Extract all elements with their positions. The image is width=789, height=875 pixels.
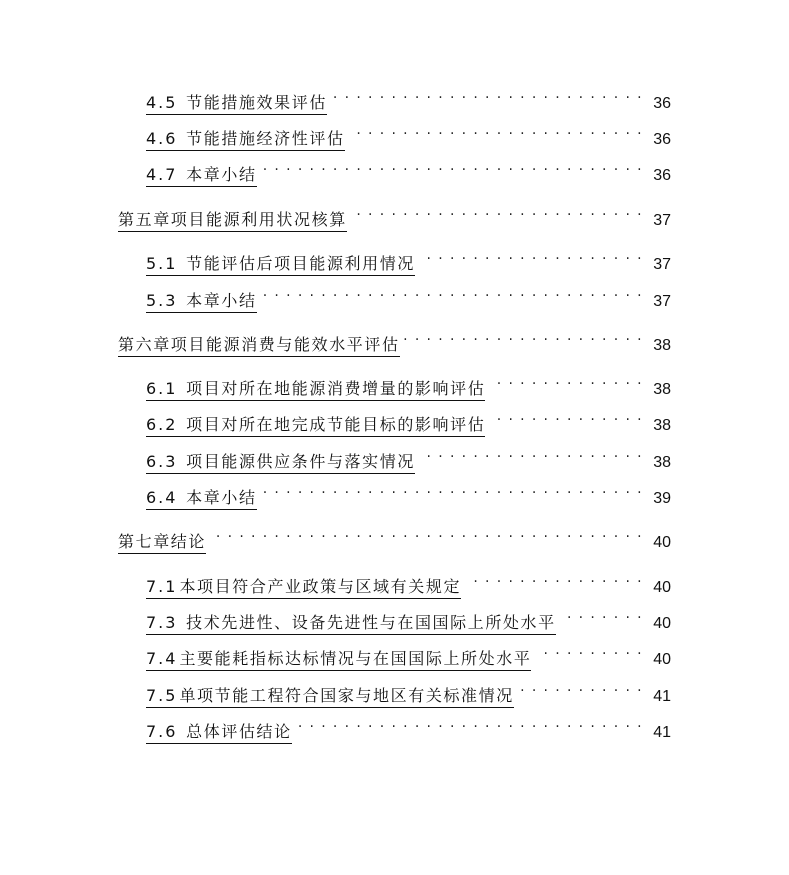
dot-leader <box>331 80 643 108</box>
toc-entry-label <box>146 451 415 474</box>
toc-entry-label <box>146 721 292 744</box>
toc-entry-number: 7.1 <box>146 577 178 596</box>
toc-entry-7-6[interactable] <box>146 709 671 741</box>
toc-entry-chapter-7[interactable] <box>118 519 671 551</box>
toc-entry-page: 41 <box>653 688 671 705</box>
toc-entry-label <box>146 685 514 708</box>
toc-entry-title: 本项目符合产业政策与区域有关规定 <box>179 577 462 596</box>
toc-entry-label <box>146 648 531 671</box>
toc-entry-label <box>146 414 485 437</box>
toc-entry-label <box>146 378 485 401</box>
dot-leader <box>419 241 643 269</box>
toc-entry-number: 4.5 <box>146 93 178 112</box>
toc-entry-7-4[interactable] <box>146 636 671 668</box>
toc-entry-number: 6.2 <box>146 415 178 434</box>
toc-entry-title: 节能评估后项目能源利用情况 <box>186 254 415 273</box>
dot-leader <box>518 673 643 701</box>
dot-leader <box>349 116 643 144</box>
dot-leader <box>261 475 643 503</box>
toc-entry-title: 本章小结 <box>186 165 257 184</box>
toc-entry-4-5[interactable] <box>146 80 671 112</box>
toc-entry-7-5[interactable] <box>146 673 671 705</box>
toc-entry-title: 技术先进性、设备先进性与在国国际上所处水平 <box>186 613 556 632</box>
dot-leader <box>261 278 643 306</box>
toc-entry-page: 38 <box>653 381 671 398</box>
toc-entry-5-3[interactable] <box>146 278 671 310</box>
toc-entry-label <box>146 164 257 187</box>
toc-entry-number: 4.6 <box>146 129 178 148</box>
toc-entry-page: 39 <box>653 490 671 507</box>
toc-entry-6-3[interactable] <box>146 439 671 471</box>
toc-entry-title: 项目对所在地完成节能目标的影响评估 <box>186 415 486 434</box>
toc-entry-title: 第七章结论 <box>118 531 206 554</box>
toc-entry-page: 36 <box>653 95 671 112</box>
toc-entry-number: 6.1 <box>146 379 178 398</box>
toc-entry-page: 40 <box>653 651 671 668</box>
dot-leader <box>404 322 643 350</box>
toc-entry-number: 6.4 <box>146 488 178 507</box>
toc-entry-title: 本章小结 <box>186 291 257 310</box>
dot-leader <box>296 709 643 737</box>
toc-entry-title: 项目能源供应条件与落实情况 <box>186 452 415 471</box>
toc-entry-label <box>146 92 327 115</box>
dot-leader <box>535 636 643 664</box>
toc-entry-label <box>146 612 556 635</box>
toc-entry-title: 第六章项目能源消费与能效水平评估 <box>118 334 400 357</box>
toc-entry-number: 4.7 <box>146 165 178 184</box>
dot-leader <box>489 366 643 394</box>
toc-entry-6-4[interactable] <box>146 475 671 507</box>
toc-entry-page: 38 <box>653 454 671 471</box>
toc-entry-page: 37 <box>653 293 671 310</box>
dot-leader <box>560 600 643 628</box>
toc-entry-number: 7.5 <box>146 686 178 705</box>
toc-entry-number: 6.3 <box>146 452 178 471</box>
toc-entry-page: 37 <box>653 212 671 229</box>
toc-entry-page: 40 <box>653 534 671 551</box>
toc-entry-7-1[interactable] <box>146 564 671 596</box>
toc-entry-page: 40 <box>653 615 671 632</box>
toc-entry-title: 本章小结 <box>186 488 257 507</box>
toc-entry-number: 5.3 <box>146 291 178 310</box>
toc-entry-page: 36 <box>653 167 671 184</box>
toc-entry-number: 7.6 <box>146 722 178 741</box>
toc-entry-page: 38 <box>653 417 671 434</box>
toc-entry-label <box>146 487 257 510</box>
toc-entry-page: 36 <box>653 131 671 148</box>
toc-entry-title: 项目对所在地能源消费增量的影响评估 <box>186 379 486 398</box>
toc-entry-title: 节能措施经济性评估 <box>186 129 345 148</box>
dot-leader <box>489 402 643 430</box>
dot-leader <box>210 519 643 547</box>
toc-entry-chapter-5[interactable] <box>118 197 671 229</box>
toc-entry-title: 第五章项目能源利用状况核算 <box>118 209 347 232</box>
toc-entry-title: 主要能耗指标达标情况与在国国际上所处水平 <box>179 649 532 668</box>
dot-leader <box>419 439 643 467</box>
dot-leader <box>465 564 643 592</box>
toc-entry-page: 41 <box>653 724 671 741</box>
toc-entry-4-7[interactable] <box>146 152 671 184</box>
toc-entry-title: 总体评估结论 <box>186 722 292 741</box>
toc-entry-label <box>146 576 461 599</box>
toc-entry-label <box>146 128 345 151</box>
dot-leader <box>261 152 643 180</box>
toc-entry-7-3[interactable] <box>146 600 671 632</box>
toc-entry-chapter-6[interactable] <box>118 322 671 354</box>
toc-entry-number: 7.3 <box>146 613 178 632</box>
toc-entry-page: 37 <box>653 256 671 273</box>
toc-entry-title: 单项节能工程符合国家与地区有关标准情况 <box>179 686 514 705</box>
toc-entry-number: 7.4 <box>146 649 178 668</box>
toc-entry-page: 38 <box>653 337 671 354</box>
dot-leader <box>351 197 643 225</box>
toc-entry-number: 5.1 <box>146 254 178 273</box>
toc-entry-label <box>146 253 415 276</box>
toc-entry-title: 节能措施效果评估 <box>186 93 327 112</box>
toc-entry-label <box>146 290 257 313</box>
toc-entry-page: 40 <box>653 579 671 596</box>
toc-entry-5-1[interactable] <box>146 241 671 273</box>
toc-entry-4-6[interactable] <box>146 116 671 148</box>
toc-entry-6-1[interactable] <box>146 366 671 398</box>
toc-entry-6-2[interactable] <box>146 402 671 434</box>
